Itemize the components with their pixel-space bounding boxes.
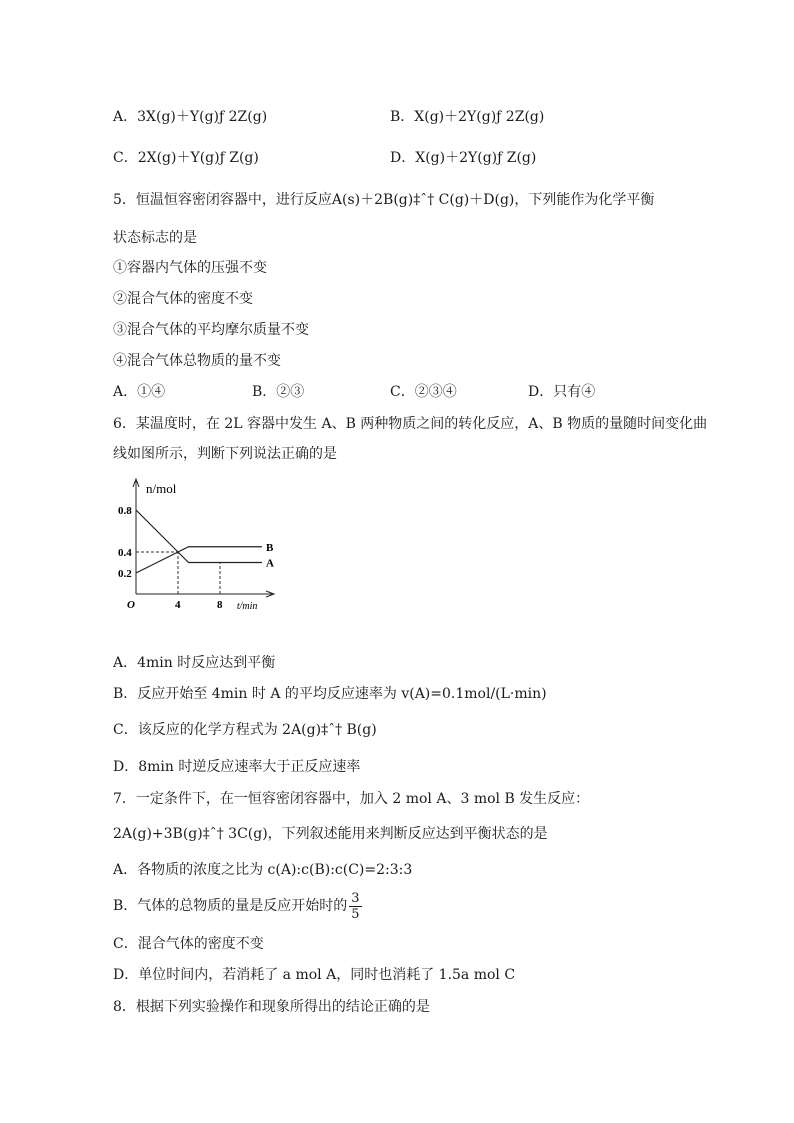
q5-stem-line1: 5．恒温恒容密闭容器中，进行反应A(s)＋2B(g)‡ˆ† C(g)＋D(g)，下列能作为化学平衡 (113, 192, 655, 208)
q4-option-c: C．2X(g)＋Y(g)ƒ Z(g) (113, 150, 259, 166)
series-label-a: A (266, 557, 274, 570)
x-tick-label: 4 (175, 599, 181, 610)
amount-vs-time-chart (110, 475, 280, 610)
series-label-b: B (266, 541, 274, 554)
q5-item-1: ①容器内气体的压强不变 (113, 260, 267, 276)
q6-option-b: B．反应开始至 4min 时 A 的平均反应速率为 v(A)=0.1mol/(L·min) (113, 686, 547, 702)
series-line-a (136, 510, 262, 563)
q7-option-b (113, 889, 362, 923)
q5-item-3: ③混合气体的平均摩尔质量不变 (113, 322, 309, 338)
q7-stem-line2: 2A(g)+3B(g)‡ˆ† 3C(g)，下列叙述能用来判断反应达到平衡状态的是 (113, 826, 548, 842)
y-tick-label: 0.4 (118, 547, 132, 559)
q6-stem-line1: 6．某温度时，在 2L 容器中发生 A、B 两种物质之间的转化反应，A、B 物质的量随时间变化曲 (113, 416, 708, 432)
q7-option-a: A．各物质的浓度之比为 c(A):c(B):c(C)=2:3:3 (113, 862, 413, 878)
q4-option-b: B．X(g)＋2Y(g)ƒ 2Z(g) (390, 109, 545, 125)
y-tick-label: 0.2 (118, 568, 132, 580)
y-tick-label: 0.8 (118, 505, 132, 517)
chart-series (136, 510, 274, 573)
x-tick-label: 8 (217, 599, 223, 610)
q6-option-a: A．4min 时反应达到平衡 (113, 655, 276, 671)
q6-option-d: D．8min 时逆反应速率大于正反应速率 (113, 759, 361, 775)
q5-option-a: A．①④ (113, 384, 166, 400)
q5-item-4: ④混合气体总物质的量不变 (113, 353, 281, 369)
q5-stem-line2: 状态标志的是 (113, 230, 197, 246)
chart-axes (133, 479, 274, 610)
q5-option-c: C．②③④ (390, 384, 457, 400)
q7-option-b-text: B．气体的总物质的量是反应开始时的 (113, 898, 348, 914)
y-axis-label: n/mol (146, 481, 177, 496)
q4-option-d: D．X(g)＋2Y(g)ƒ Z(g) (390, 150, 537, 166)
q5-option-d: D．只有④ (528, 384, 596, 400)
chart-guides (136, 552, 220, 594)
q7-option-c: C．混合气体的密度不变 (113, 936, 264, 952)
x-axis-label: t/min (236, 601, 258, 610)
fraction-denominator: 5 (351, 906, 360, 922)
q4-option-a: A．3X(g)＋Y(g)ƒ 2Z(g) (113, 109, 268, 125)
x-tick-label: O (127, 599, 135, 610)
q6-stem-line2: 线如图所示，判断下列说法正确的是 (113, 446, 337, 462)
q7-option-b-fraction (349, 891, 361, 922)
q5-item-2: ②混合气体的密度不变 (113, 291, 253, 307)
q7-stem-line1: 7．一定条件下，在一恒容密闭容器中，加入 2 mol A、3 mol B 发生反应： (113, 791, 590, 807)
series-line-b (136, 547, 262, 573)
q5-option-b: B．②③ (252, 384, 305, 400)
q7-option-d: D．单位时间内，若消耗了 a mol A，同时也消耗了 1.5a mol C (113, 967, 516, 983)
fraction-numerator: 3 (351, 890, 360, 906)
q8-stem: 8．根据下列实验操作和现象所得出的结论正确的是 (113, 999, 430, 1015)
q6-option-c: C．该反应的化学方程式为 2A(g)‡ˆ† B(g) (113, 722, 377, 738)
